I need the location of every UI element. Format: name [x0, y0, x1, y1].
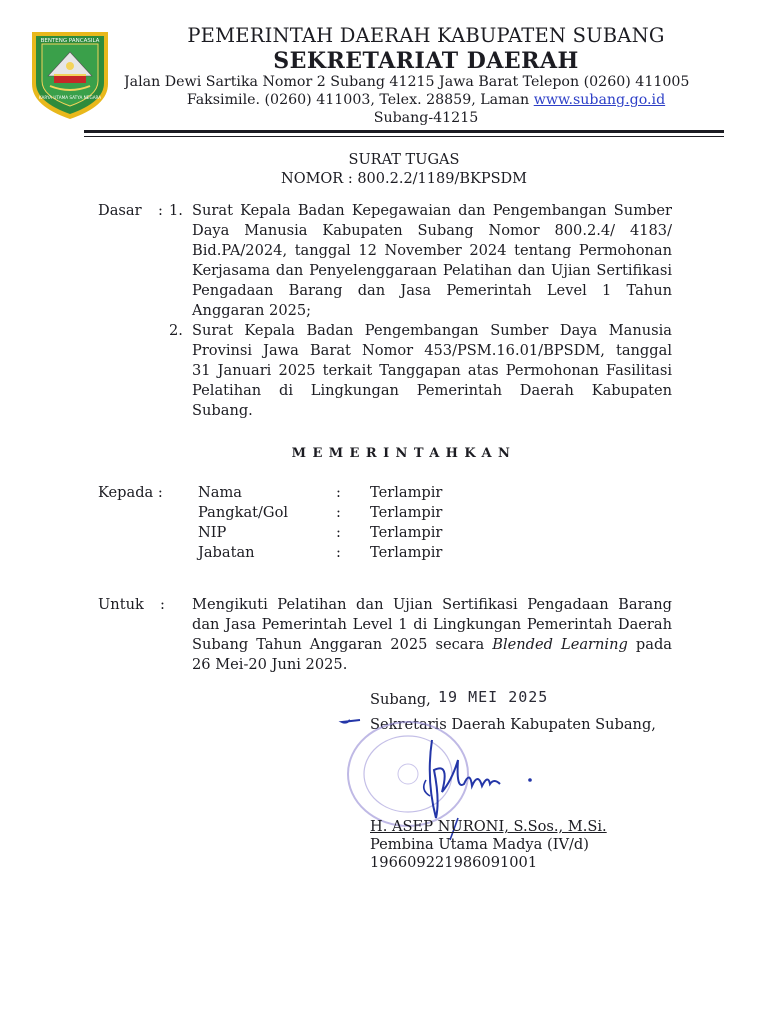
purpose-emphasis: Blended Learning — [492, 636, 628, 653]
to-label: Kepada : — [98, 484, 163, 501]
recipient-colon: : — [336, 504, 341, 521]
fax-telex-text: Faksimile. (0260) 411003, Telex. 28859, Laman — [186, 92, 534, 108]
recipient-colon: : — [336, 544, 341, 561]
regency-emblem-icon — [26, 26, 114, 122]
letterhead-divider-thin — [84, 136, 724, 137]
basis-line: 31 Januari 2025 terkait Tanggapan atas Permohonan Fasilitasi — [192, 362, 672, 379]
basis-line: Anggaran 2025; — [192, 302, 312, 319]
recipient-value: Terlampir — [370, 504, 443, 521]
recipient-field: NIP — [198, 524, 227, 541]
svg-text:BENTENG PANCASILA: BENTENG PANCASILA — [40, 38, 100, 44]
recipient-value: Terlampir — [370, 524, 443, 541]
order-heading: MEMERINTAHKAN — [291, 446, 517, 461]
recipient-value: Terlampir — [370, 484, 443, 501]
purpose-line: Mengikuti Pelatihan dan Ujian Sertifikasi Pengadaan Barang — [192, 596, 672, 613]
letter-title: SURAT TUGAS — [348, 152, 460, 168]
signature-position: Sekretaris Daerah Kabupaten Subang, — [370, 716, 656, 733]
basis-number-1: 1. — [169, 202, 183, 219]
purpose-line: dan Jasa Pemerintah Level 1 di Lingkungan Pemerintah Daerah — [192, 616, 672, 633]
office-name: SEKRETARIAT DAERAH — [273, 48, 579, 74]
recipient-colon: : — [336, 524, 341, 541]
basis-line: Provinsi Jawa Barat Nomor 453/PSM.16.01/BPSDM, tanggal — [192, 342, 672, 359]
recipient-value: Terlampir — [370, 544, 443, 561]
contact-line — [124, 92, 728, 108]
government-name: PEMERINTAH DAERAH KABUPATEN SUBANG — [187, 24, 665, 47]
basis-line: Pelatihan di Lingkungan Pemerintah Daerah Kabupaten — [192, 382, 672, 399]
basis-line: Kerjasama dan Penyelenggaraan Pelatihan dan Ujian Sertifikasi — [192, 262, 672, 279]
svg-text:KARYA UTAMA SATYA NEGARA: KARYA UTAMA SATYA NEGARA — [38, 95, 102, 100]
recipient-field: Jabatan — [198, 544, 255, 561]
letter-number: NOMOR : 800.2.2/1189/BKPSDM — [281, 171, 527, 187]
signatory-nip: 196609221986091001 — [370, 854, 538, 871]
office-city: Subang-41215 — [373, 110, 479, 126]
basis-line: Daya Manusia Kabupaten Subang Nomor 800.2.4/ 4183/ — [192, 222, 672, 239]
website-link[interactable]: www.subang.go.id — [533, 92, 666, 108]
letterhead-divider — [84, 130, 724, 133]
purpose-text: pada — [627, 636, 672, 653]
purpose-label: Untuk — [98, 596, 144, 613]
purpose-text: Subang Tahun Anggaran 2025 secara — [192, 636, 493, 653]
basis-line: Surat Kepala Badan Kepegawaian dan Pengembangan Sumber — [192, 202, 672, 219]
office-address: Jalan Dewi Sartika Nomor 2 Subang 41215 Jawa Barat Telepon (0260) 411005 — [124, 74, 690, 90]
signature-place: Subang, — [370, 691, 431, 708]
basis-colon: : — [158, 202, 163, 219]
basis-line: Surat Kepala Badan Pengembangan Sumber Daya Manusia — [192, 322, 672, 339]
basis-label: Dasar — [98, 202, 142, 219]
signatory-name: H. ASEP NURONI, S.Sos., M.Si. — [370, 818, 607, 835]
recipient-field: Pangkat/Gol — [198, 504, 289, 521]
recipient-field: Nama — [198, 484, 243, 501]
recipient-colon: : — [336, 484, 341, 501]
signatory-rank: Pembina Utama Madya (IV/d) — [370, 836, 589, 853]
basis-line: Pengadaan Barang dan Jasa Pemerintah Level 1 Tahun — [192, 282, 672, 299]
purpose-line: 26 Mei-20 Juni 2025. — [192, 656, 348, 673]
signature-date: 19 MEI 2025 — [438, 688, 549, 706]
purpose-colon: : — [160, 596, 165, 613]
basis-number-2: 2. — [169, 322, 183, 339]
basis-line: Bid.PA/2024, tanggal 12 November 2024 tentang Permohonan — [192, 242, 672, 259]
purpose-line — [192, 636, 672, 653]
basis-line: Subang. — [192, 402, 253, 419]
